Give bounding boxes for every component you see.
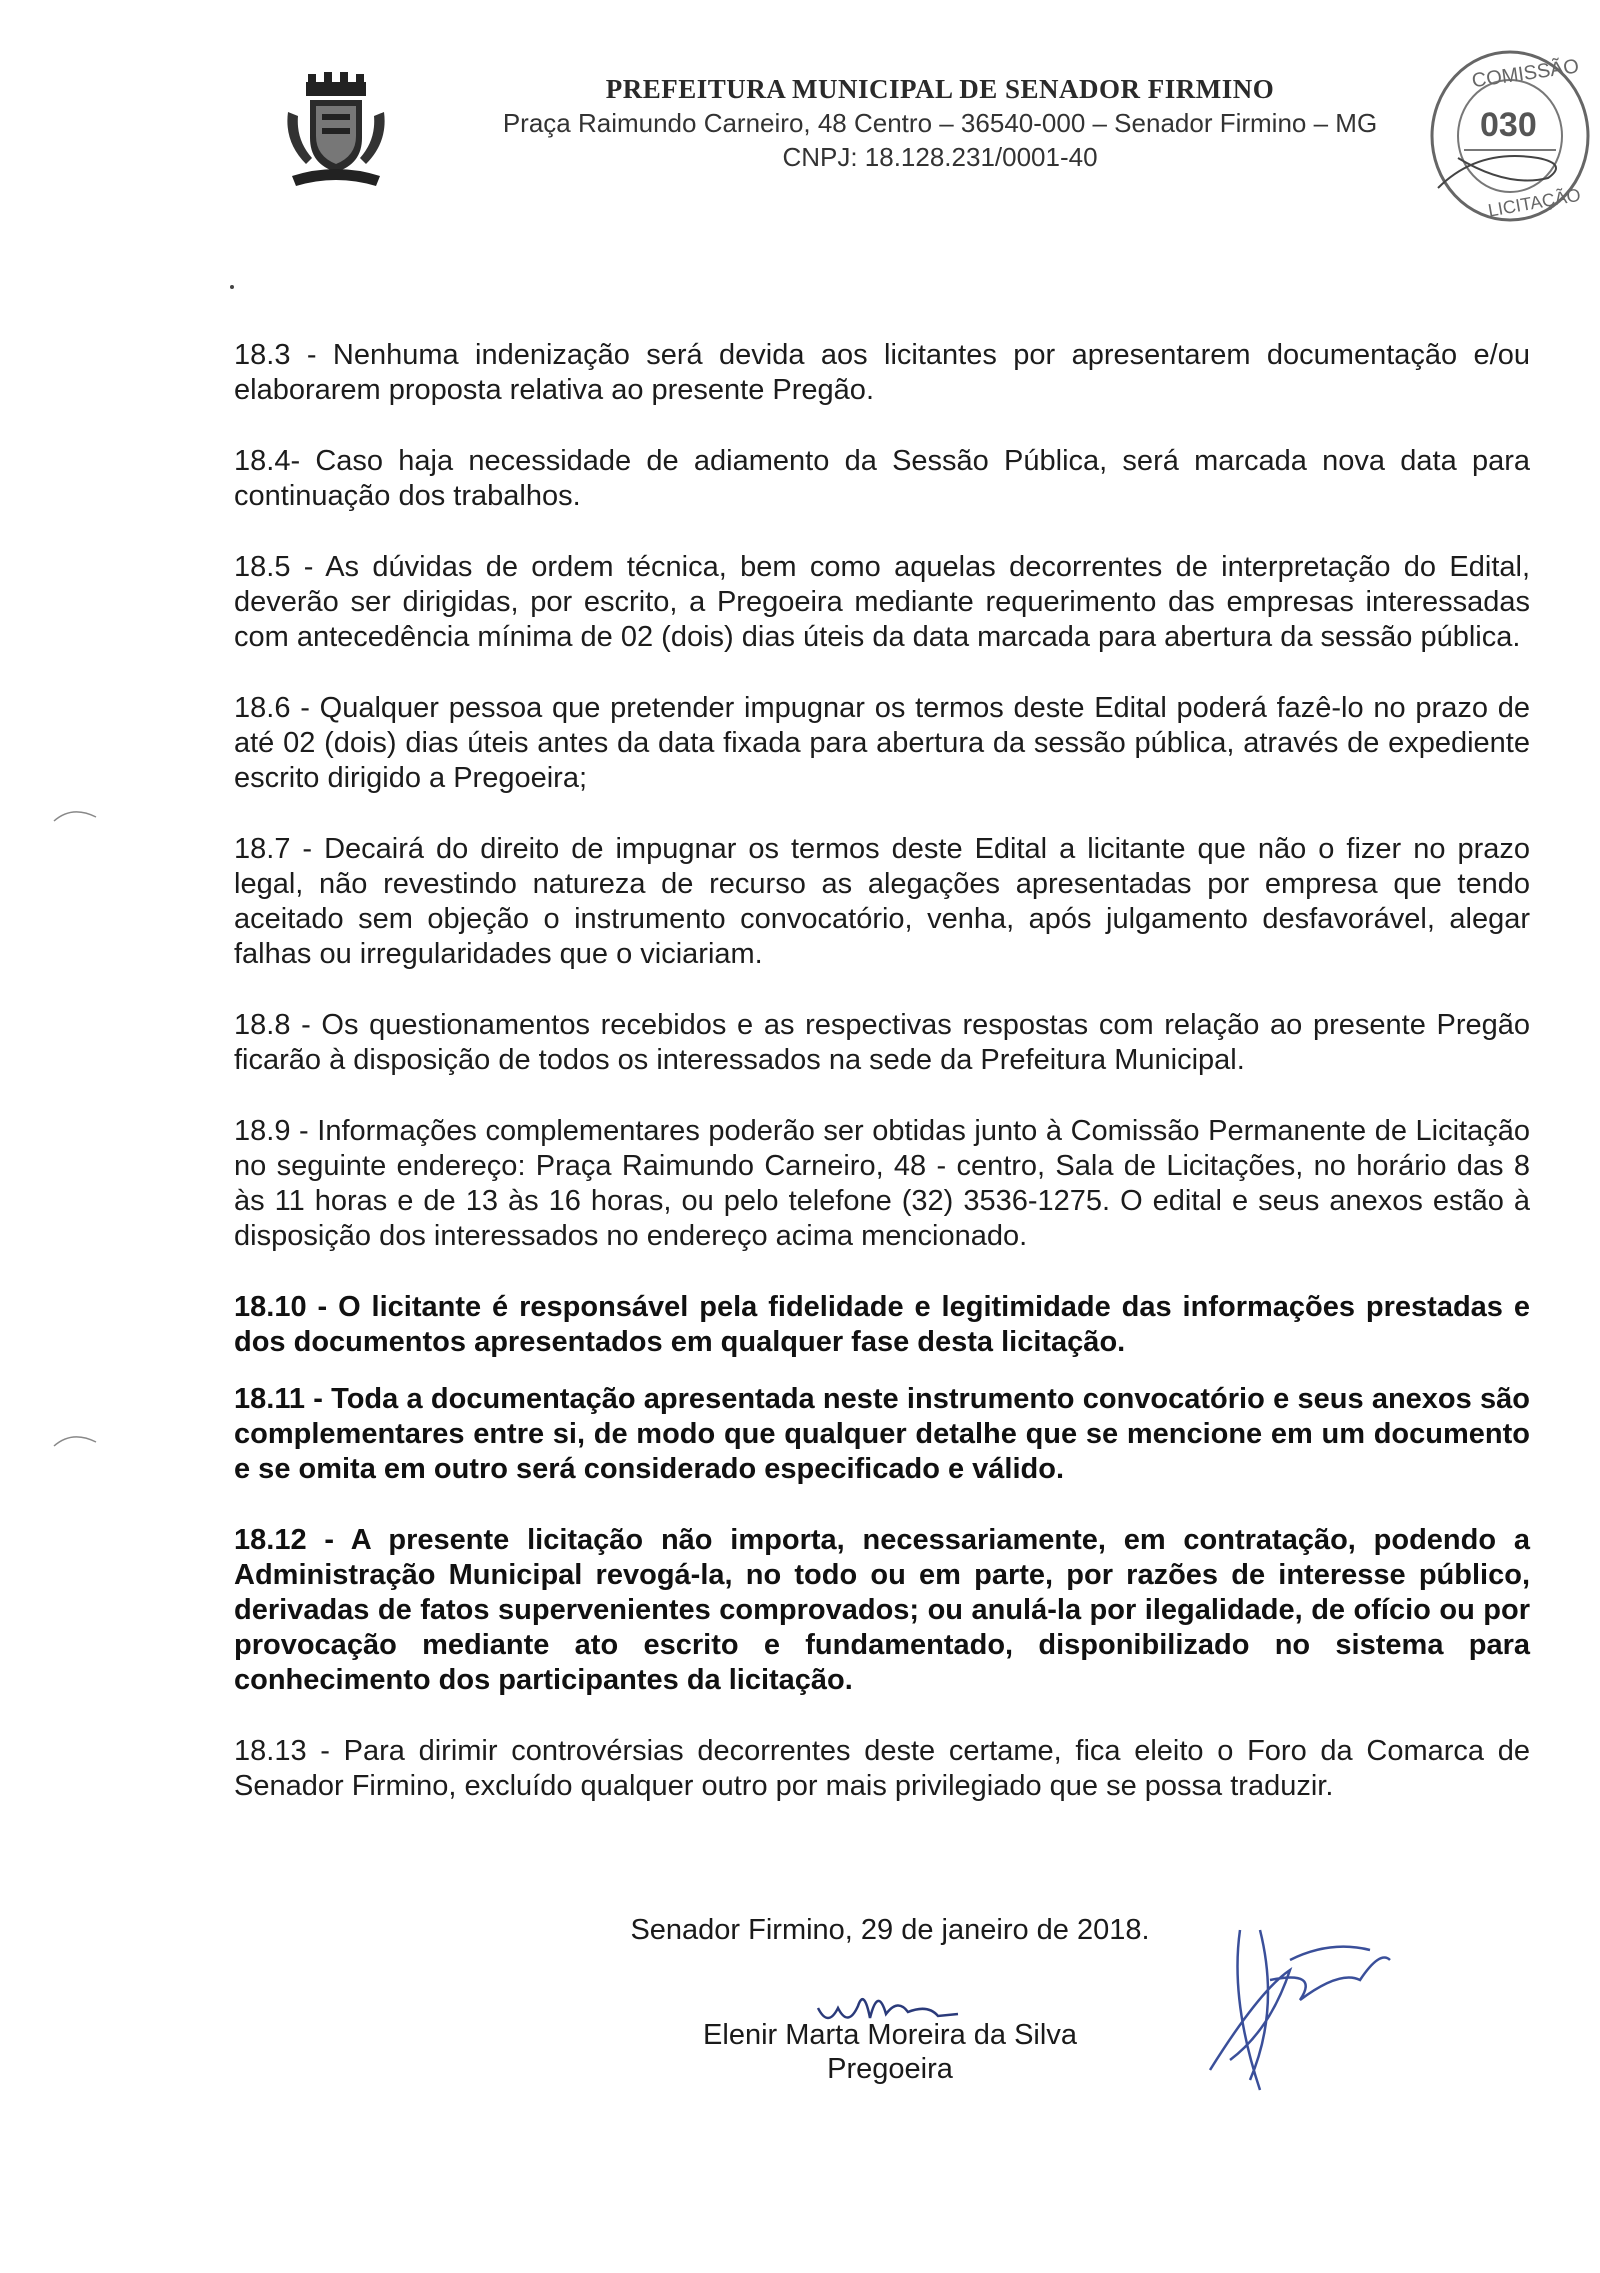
svg-text:030: 030 [1480, 106, 1537, 144]
clause-18-13: 18.13 - Para dirimir controvérsias decorrentes deste certame, fica eleito o Foro da Comarca de Senador Firmino, excluído qualquer outro por mais privilegiado que se possa traduzir. [234, 1735, 1530, 1802]
second-signature [1170, 1910, 1410, 2100]
clause-18-9: 18.9 - Informações complementares poderão ser obtidas junto à Comissão Permanente de Licitação no seguinte endereço: Praça Raimundo Carneiro, 48 - centro, Sala de Licitações, no horário das 8 às 11 horas e de 13 às 16 horas, ou pelo telefone (32) 3536-1275. O edital e seus anexos estão à disposição dos interessados no endereço acima mencionado. [234, 1115, 1530, 1252]
coat-of-arms-icon [282, 72, 390, 190]
clause-18-4: 18.4- Caso haja necessidade de adiamento da Sessão Pública, será marcada nova data para continuação dos trabalhos. [234, 445, 1530, 512]
municipality-cnpj: CNPJ: 18.128.231/0001-40 [782, 142, 1098, 172]
clause-18-11: 18.11 - Toda a documentação apresentada neste instrumento convocatório e seus anexos são complementares entre si, de modo que qualquer detalhe que se mencione em um documento e se omita em outro será considerado especificado e válido. [234, 1383, 1530, 1485]
svg-text:LICITAÇÃO: LICITAÇÃO [1486, 184, 1583, 221]
letterhead [440, 72, 1440, 174]
clause-18-3: 18.3 - Nenhuma indenização será devida aos licitantes por apresentarem documentação e/ou elaborarem proposta relativa ao presente Pregão. [234, 339, 1530, 406]
document-body [234, 338, 1530, 1840]
municipality-address: Praça Raimundo Carneiro, 48 Centro – 36540-000 – Senador Firmino – MG [502, 108, 1378, 138]
stray-dot [230, 285, 234, 289]
signer-name: Elenir Marta Moreira da Silva [703, 2019, 1077, 2051]
signing-date: Senador Firmino, 29 de janeiro de 2018. [630, 1914, 1150, 1946]
municipality-title: PREFEITURA MUNICIPAL DE SENADOR FIRMINO [605, 74, 1275, 104]
clause-18-6: 18.6 - Qualquer pessoa que pretender impugnar os termos deste Edital poderá fazê-lo no prazo de até 02 (dois) dias úteis antes da data fixada para abertura da sessão pública, através de expediente escrito dirigido a Pregoeira; [234, 692, 1530, 794]
clause-18-12: 18.12 - A presente licitação não importa, necessariamente, em contratação, podendo a Administração Municipal revogá-la, no todo ou em parte, por razões de interesse público, derivadas de fatos supervenientes comprovados; ou anulá-la por ilegalidade, de ofício ou por provocação mediante ato escrito e fundamentado, disponibilizado no sistema para conhecimento dos participantes da licitação. [234, 1524, 1530, 1696]
signer-role: Pregoeira [827, 2053, 953, 2085]
margin-mark [52, 805, 98, 825]
clause-18-7: 18.7 - Decairá do direito de impugnar os termos deste Edital a licitante que não o fizer no prazo legal, não revestindo natureza de recurso as alegações apresentadas por empresa que tendo aceitado sem objeção o instrumento convocatório, venha, após julgamento desfavorável, alegar falhas ou irregularidades que o viciariam. [234, 833, 1530, 970]
margin-mark [52, 1430, 98, 1450]
clause-18-10: 18.10 - O licitante é responsável pela fidelidade e legitimidade das informações prestadas e dos documentos apresentados em qualquer fase desta licitação. [234, 1291, 1530, 1358]
clause-18-5: 18.5 - As dúvidas de ordem técnica, bem como aquelas decorrentes de interpretação do Edital, deverão ser dirigidas, por escrito, a Pregoeira mediante requerimento das empresas interessadas com antecedência mínima de 02 (dois) dias úteis da data marcada para abertura da sessão pública. [234, 551, 1530, 653]
svg-text:COMISSÃO: COMISSÃO [1470, 55, 1581, 93]
closing-block [560, 1912, 1220, 1948]
clause-18-8: 18.8 - Os questionamentos recebidos e as respectivas respostas com relação ao presente Pregão ficarão à disposição de todos os interessados na sede da Prefeitura Municipal. [234, 1009, 1530, 1076]
commission-stamp-icon [1418, 38, 1596, 228]
